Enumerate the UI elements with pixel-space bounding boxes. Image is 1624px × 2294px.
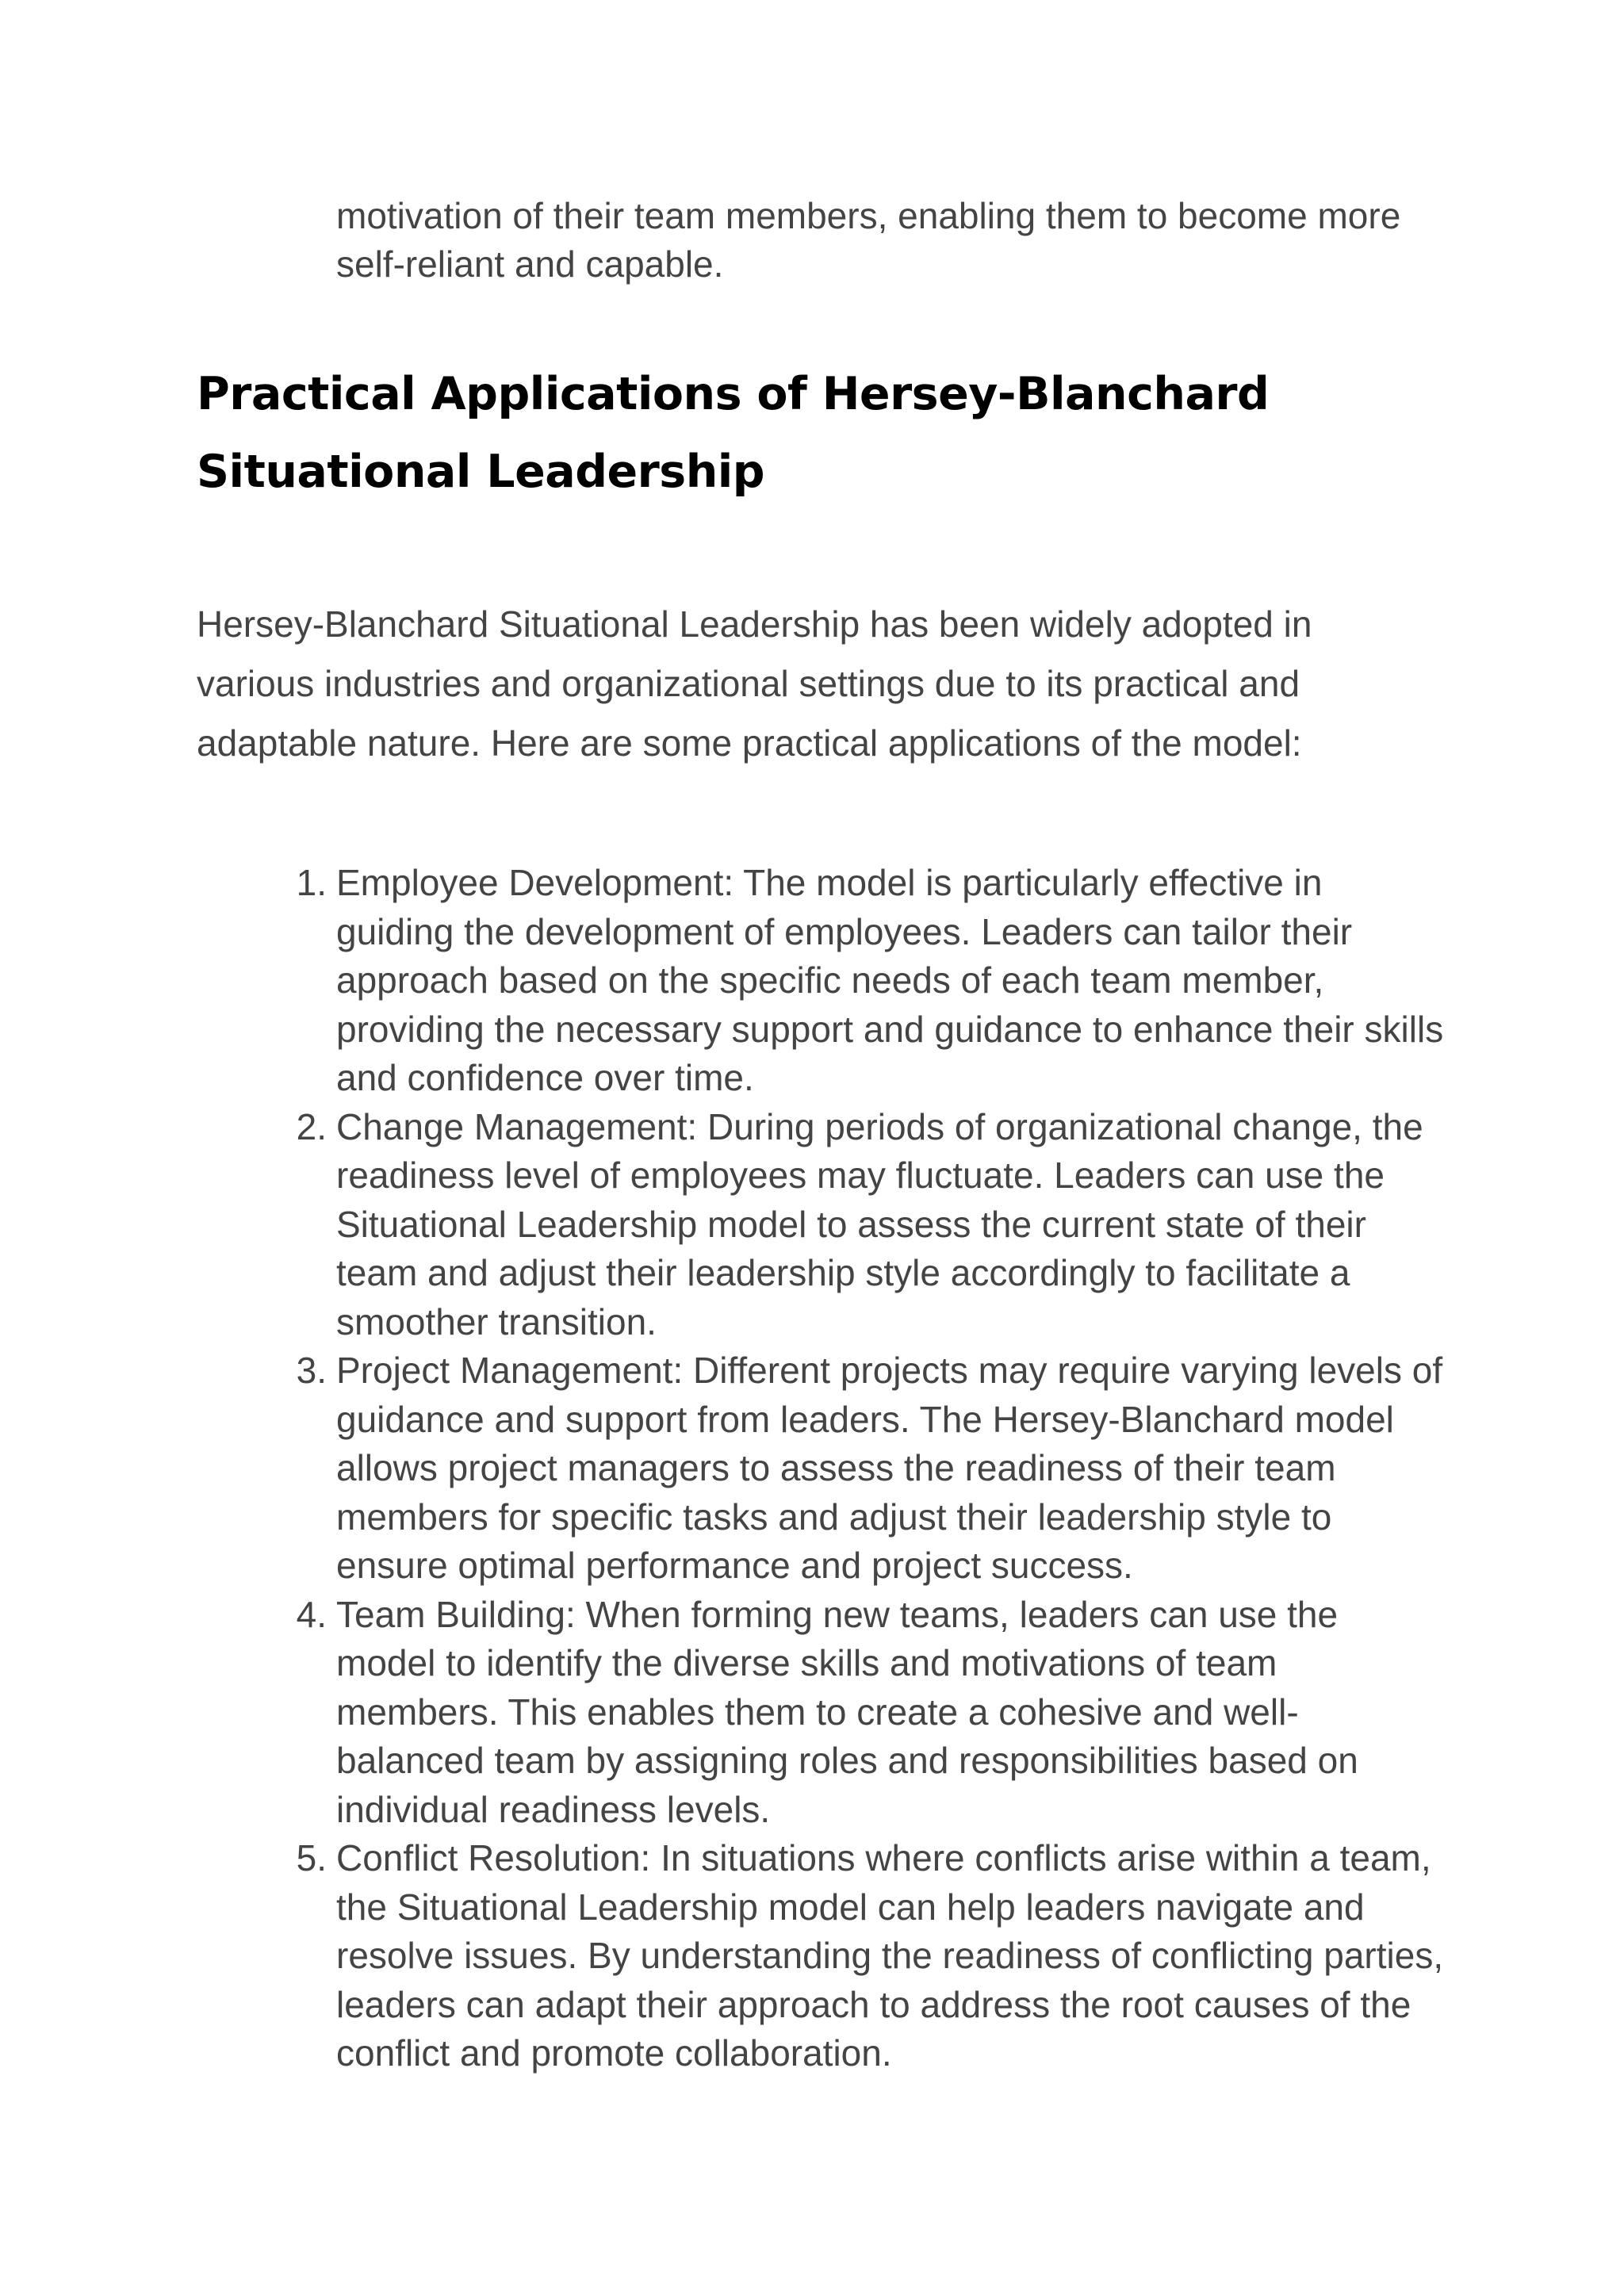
applications-list — [296, 859, 1446, 2078]
continuation-paragraph: motivation of their team members, enabling them to become more self-reliant and capable. — [336, 195, 1401, 285]
list-item-text: Employee Development: The model is particularly effective in guiding the development of employees. Leaders can tailor their approach based on the specific needs of each team member, providing the necessary support and guidance to enhance their skills and confidence over time. — [336, 862, 1444, 1098]
list-item-text: Conflict Resolution: In situations where conflicts arise within a team, the Situational Leadership model can help leaders navigate and resolve issues. By understanding the readiness of conflicting parties, leaders can adapt their approach to address the root causes of the conflict and promote collaboration. — [336, 1837, 1444, 2074]
list-item — [296, 1591, 1446, 1835]
list-item — [296, 1346, 1446, 1591]
list-item-number: 2. — [296, 1105, 327, 1147]
intro-paragraph: Hersey-Blanchard Situational Leadership has been widely adopted in various industries and organizational settings due to its practical and adaptable nature. Here are some practical applications of the model: — [197, 603, 1312, 764]
list-item — [296, 1103, 1446, 1347]
list-item-text: Change Management: During periods of organizational change, the readiness level of employees may fluctuate. Leaders can use the Situational Leadership model to assess the current state of their team and adjust their leadership style accordingly to facilitate a smoother transition. — [336, 1105, 1423, 1342]
section-heading: Practical Applications of Hersey-Blanchard Situational Leadership — [197, 368, 1270, 498]
list-item-number: 3. — [296, 1350, 327, 1391]
list-item — [296, 1834, 1446, 2078]
list-item-text: Project Management: Different projects may require varying levels of guidance and support from leaders. The Hersey-Blanchard model allows project managers to assess the readiness of their team members for specific tasks and adjust their leadership style to ensure optimal performance and project success. — [336, 1350, 1443, 1586]
list-item-text: Team Building: When forming new teams, leaders can use the model to identify the diverse skills and motivations of team members. This enables them to create a cohesive and well-balanced team by assigning roles and responsibilities based on individual readiness levels. — [336, 1593, 1358, 1830]
list-item — [296, 859, 1446, 1103]
list-item-number: 5. — [296, 1837, 327, 1878]
list-item-number: 4. — [296, 1593, 327, 1635]
list-item-number: 1. — [296, 862, 327, 903]
